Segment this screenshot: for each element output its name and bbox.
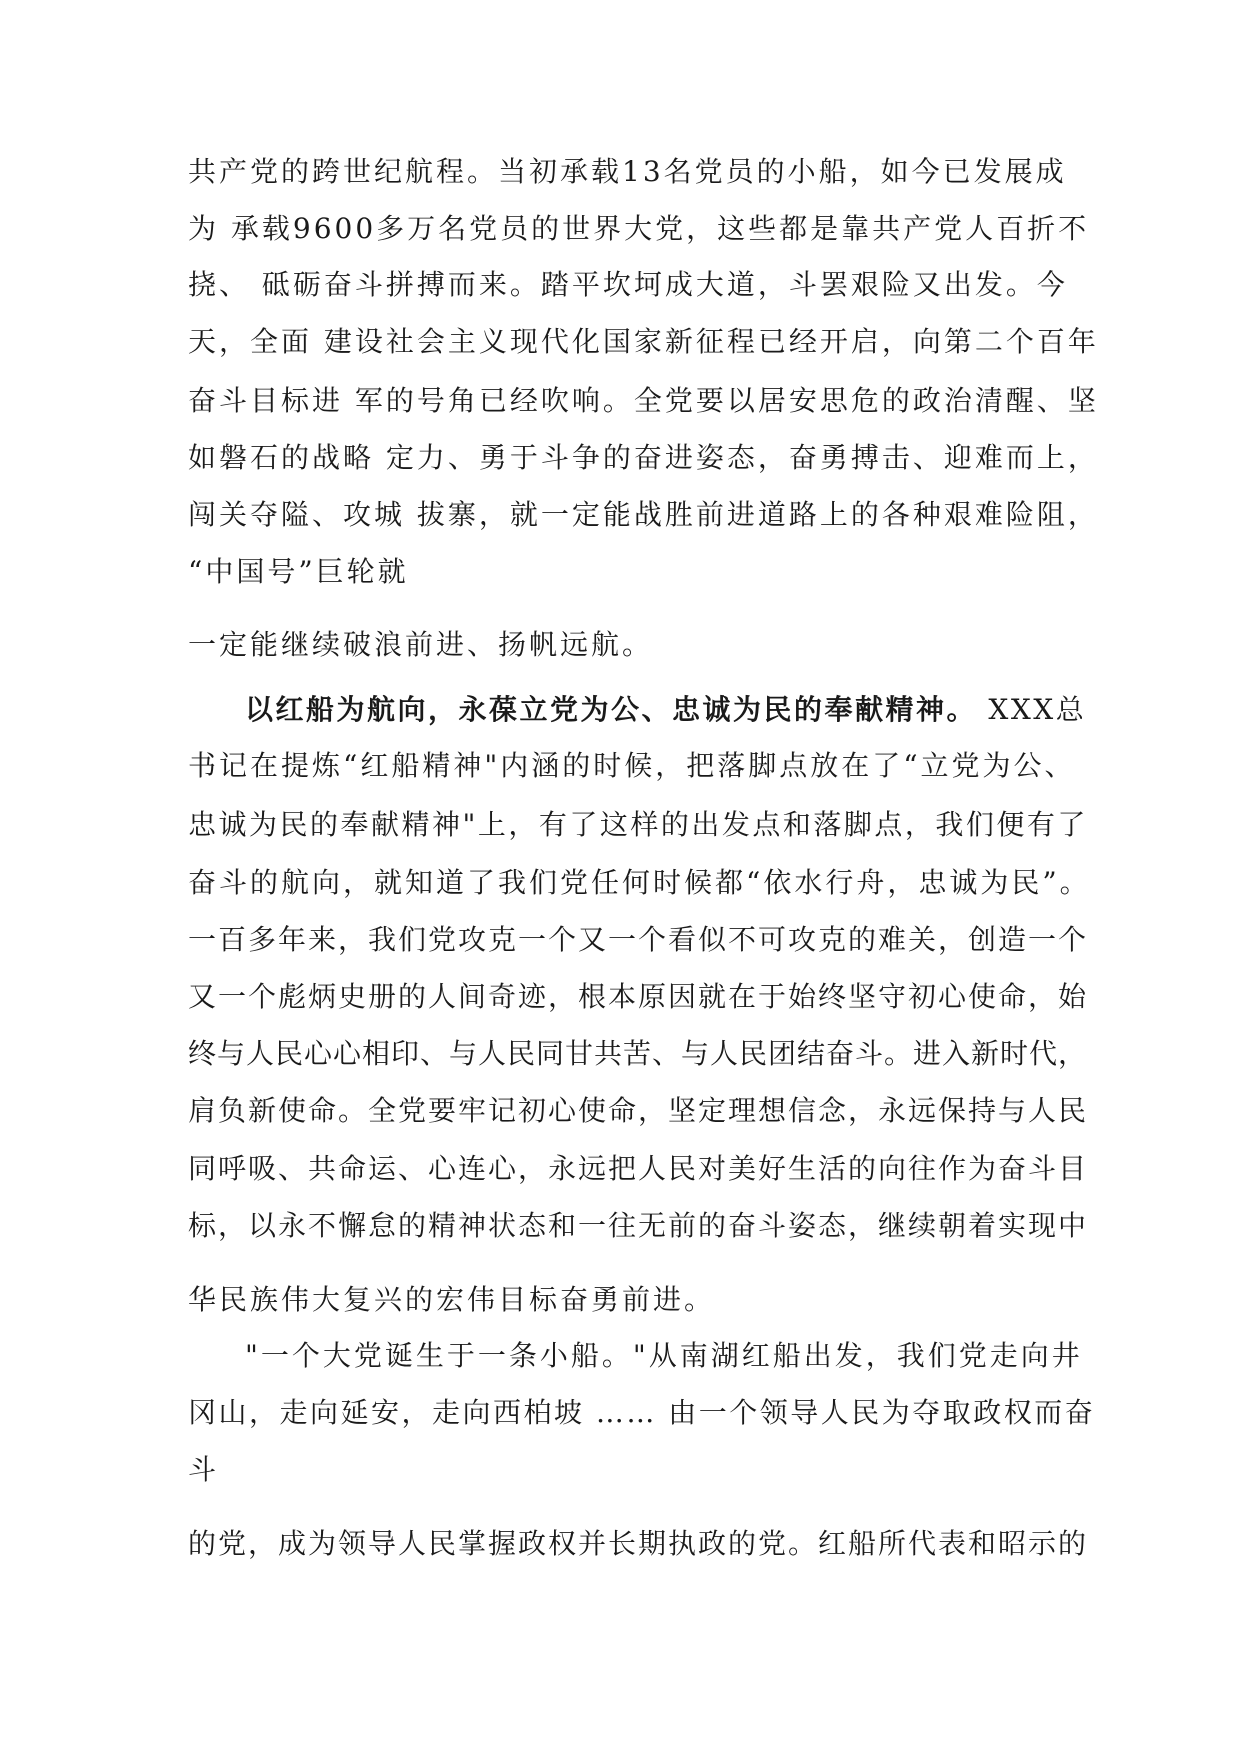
heading-tail-text: XXX总	[977, 693, 1087, 726]
text-line: 肩负新使命。全党要牢记初心使命，坚定理想信念，永远保持与人民	[188, 1094, 1089, 1127]
text-line: 一百多年来，我们党攻克一个又一个看似不可攻克的难关，创造一个	[188, 923, 1089, 956]
text-line: “中国号”巨轮就	[188, 555, 409, 588]
text-line: 如磐石的战略 定力、勇于斗争的奋进姿态，奋勇搏击、迎难而上，	[188, 441, 1099, 474]
text-line: 华民族伟大复兴的宏伟目标奋勇前进。	[188, 1283, 716, 1316]
text-line: 共产党的跨世纪航程。当初承载13名党员的小船，如今已发展成	[188, 155, 1067, 188]
text-line: "一个大党诞生于一条小船。"从南湖红船出发，我们党走向井	[245, 1339, 1083, 1372]
text-line: 终与人民心心相印、与人民同甘共苦、与人民团结奋斗。进入新时代，	[188, 1037, 1088, 1070]
text-line: 为 承载9600多万名党员的世界大党，这些都是靠共产党人百折不	[188, 212, 1090, 245]
text-line: 一定能继续破浪前进、扬帆远航。	[188, 628, 654, 661]
text-line: 奋斗的航向，就知道了我们党任何时候都“依水行舟，忠诚为民”。	[188, 866, 1091, 899]
text-line: 标，以永不懈怠的精神状态和一往无前的奋斗姿态，继续朝着实现中	[188, 1209, 1089, 1242]
text-line: 挠、 砥砺奋斗拼搏而来。踏平坎坷成大道，斗罢艰险又出发。今	[188, 268, 1068, 301]
text-line: 天，全面 建设社会主义现代化国家新征程已经开启，向第二个百年	[188, 325, 1099, 358]
text-line: 奋斗目标进 军的号角已经吹响。全党要以居安思危的政治清醒、坚	[188, 384, 1099, 417]
text-line: 闯关夺隘、攻城 拔寨，就一定能战胜前进道路上的各种艰难险阻，	[188, 498, 1099, 531]
text-line: 忠诚为民的奉献精神"上，有了这样的出发点和落脚点，我们便有了	[188, 808, 1088, 841]
section-heading: 以红船为航向，永葆立党为公、忠诚为民的奉献精神。	[245, 693, 978, 726]
text-line: 又一个彪炳史册的人间奇迹，根本原因就在于始终坚守初心使命，始	[188, 980, 1089, 1013]
text-line: 书记在提炼“红船精神"内涵的时候，把落脚点放在了“立党为公、	[188, 749, 1076, 782]
section-heading-line	[245, 690, 1086, 730]
text-line: 的党，成为领导人民掌握政权并长期执政的党。红船所代表和昭示的	[188, 1527, 1089, 1560]
text-line: 斗	[188, 1453, 220, 1486]
text-line: 同呼吸、共命运、心连心，永远把人民对美好生活的向往作为奋斗目	[188, 1152, 1089, 1185]
text-line: 冈山，走向延安，走向西柏坡 …… 由一个领导人民为夺取政权而奋	[188, 1396, 1096, 1429]
